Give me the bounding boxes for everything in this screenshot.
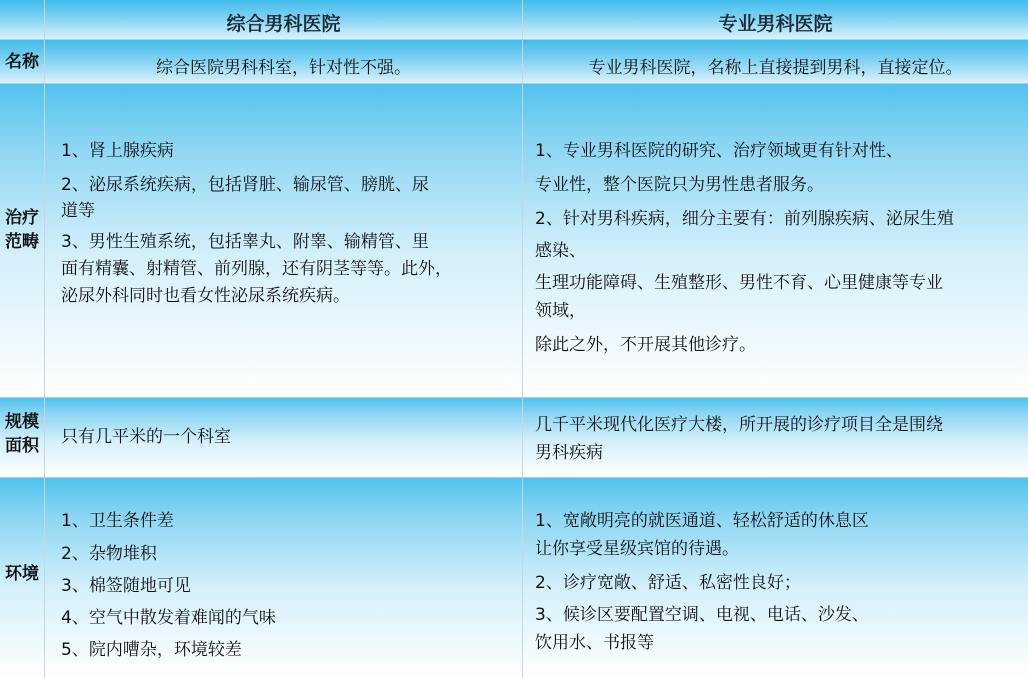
scope-general-line: 道等: [61, 201, 95, 221]
env-left-cell: [44, 478, 522, 678]
scope-general-line: 3、男性生殖系统，包括睾丸、附睾、输精管、里: [61, 232, 429, 252]
row-label-scope-line2: 范畴: [5, 232, 39, 252]
name-general-text: 综合医院男科科室，针对性不强。: [156, 58, 411, 78]
scope-right-cell: [522, 84, 1028, 397]
scope-specialist-line: 专业性，整个医院只为男性患者服务。: [535, 175, 824, 195]
scope-row: [0, 84, 1028, 398]
row-label-scope-line1: 治疗: [5, 208, 39, 228]
area-label-cell: [0, 398, 44, 477]
env-specialist-line: 让你享受星级宾馆的待遇。: [535, 539, 739, 559]
column-title-specialist: 专业男科医院: [718, 13, 833, 35]
column-title-general: 综合男科医院: [226, 13, 341, 35]
area-row: [0, 398, 1028, 478]
name-label-cell: [0, 40, 44, 83]
env-specialist-line: 1、宽敞明亮的就医通道、轻松舒适的休息区: [535, 511, 869, 531]
env-label-cell: [0, 478, 44, 678]
scope-general-line: 面有精囊、射精管、前列腺，还有阴茎等等。此外，: [61, 259, 452, 279]
env-right-cell: [522, 478, 1028, 678]
scope-specialist-line: 2、针对男科疾病，细分主要有：前列腺疾病、泌尿生殖: [535, 209, 954, 229]
environment-row: [0, 478, 1028, 678]
scope-left-cell: [44, 84, 522, 397]
row-label-scope: [0, 206, 44, 254]
row-label-area-line1: 规模: [5, 412, 39, 432]
header-right-cell: [522, 0, 1028, 39]
name-right-cell: [522, 40, 1028, 83]
scope-general-line: 2、泌尿系统疾病，包括肾脏、输尿管、膀胱、尿: [61, 175, 429, 195]
env-general-line: 3、棉签随地可见: [61, 576, 191, 596]
area-general-text: 只有几平米的一个科室: [61, 427, 231, 447]
name-row: [0, 40, 1028, 84]
row-label-area: [0, 410, 44, 458]
header-row: [0, 0, 1028, 40]
scope-specialist-line: 感染、: [535, 241, 586, 261]
scope-general-line: 1、肾上腺疾病: [61, 141, 174, 161]
scope-general-line: 泌尿外科同时也看女性泌尿系统疾病。: [61, 286, 350, 306]
env-general-line: 1、卫生条件差: [61, 511, 174, 531]
env-general-line: 4、空气中散发着难闻的气味: [61, 608, 276, 628]
row-label-environment: 环境: [5, 564, 39, 584]
area-specialist-line: 几千平米现代化医疗大楼，所开展的诊疗项目全是围绕: [535, 415, 943, 435]
name-left-cell: [44, 40, 522, 83]
scope-label-cell: [0, 84, 44, 397]
env-specialist-line: 2、诊疗宽敞、舒适、私密性良好；: [535, 573, 801, 593]
header-label-cell: [0, 0, 44, 39]
area-left-cell: [44, 398, 522, 477]
env-specialist-line: 饮用水、书报等: [535, 633, 654, 653]
row-label-name: 名称: [5, 52, 39, 72]
scope-specialist-line: 生理功能障碍、生殖整形、男性不育、心里健康等专业: [535, 273, 943, 293]
row-label-area-line2: 面积: [5, 436, 39, 456]
scope-specialist-line: 1、专业男科医院的研究、治疗领域更有针对性、: [535, 141, 903, 161]
name-specialist-text: 专业男科医院，名称上直接提到男科，直接定位。: [588, 58, 963, 78]
env-general-line: 2、杂物堆积: [61, 544, 157, 564]
area-right-cell: [522, 398, 1028, 477]
area-specialist-line: 男科疾病: [535, 443, 603, 463]
env-specialist-line: 3、候诊区要配置空调、电视、电话、沙发、: [535, 605, 869, 625]
env-general-line: 5、院内嘈杂，环境较差: [61, 640, 242, 660]
scope-specialist-line: 除此之外，不开展其他诊疗。: [535, 335, 756, 355]
header-left-cell: [44, 0, 522, 39]
scope-specialist-line: 领域，: [535, 301, 586, 321]
